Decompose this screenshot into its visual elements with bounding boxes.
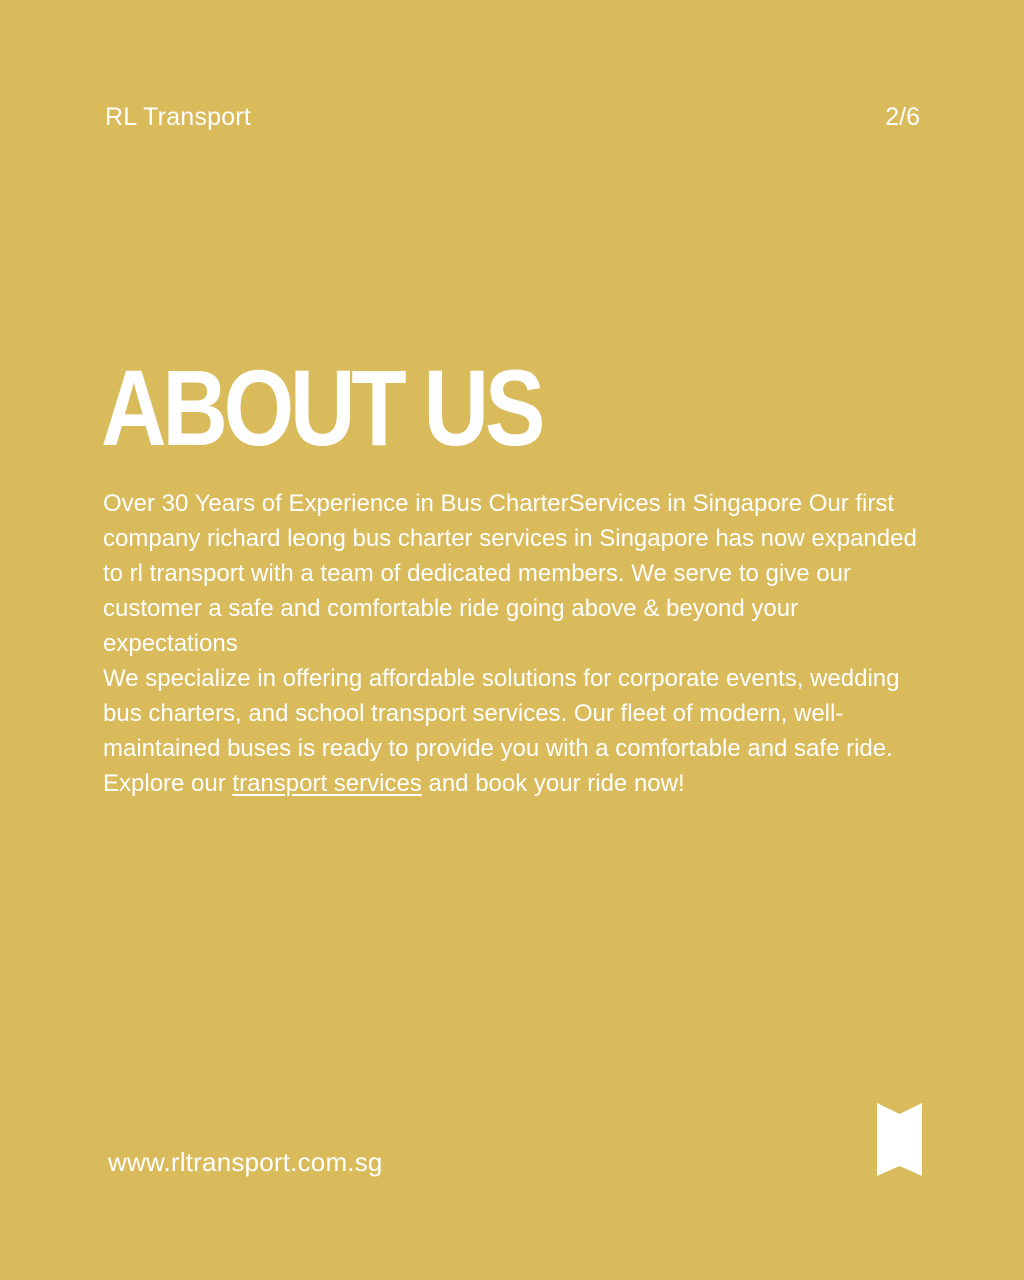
about-body bbox=[103, 486, 923, 801]
paragraph-2-text-before-link: We specialize in offering affordable solutions for corporate events, wedding bus charters, and school transport services. Our fleet of modern, well-maintained buses is ready to provide you with a comfortable and safe ride. Explore our bbox=[103, 665, 900, 797]
paragraph-2-text-after-link: and book your ride now! bbox=[421, 770, 685, 797]
bookmark-icon bbox=[877, 1103, 922, 1176]
about-paragraph-1: Over 30 Years of Experience in Bus CharterServices in Singapore Our first company richard leong bus charter services in Singapore has now expanded to rl transport with a team of dedicated members. We serve to give our customer a safe and comfortable ride going above & beyond your expectations bbox=[103, 490, 917, 657]
website-url: www.rltransport.com.sg bbox=[108, 1147, 383, 1177]
about-paragraph-2 bbox=[103, 661, 923, 801]
brand-name: RL Transport bbox=[105, 103, 251, 131]
page-indicator: 2/6 bbox=[885, 103, 920, 131]
transport-services-link[interactable]: transport services bbox=[232, 770, 422, 797]
page-title: ABOUT US bbox=[101, 347, 542, 468]
